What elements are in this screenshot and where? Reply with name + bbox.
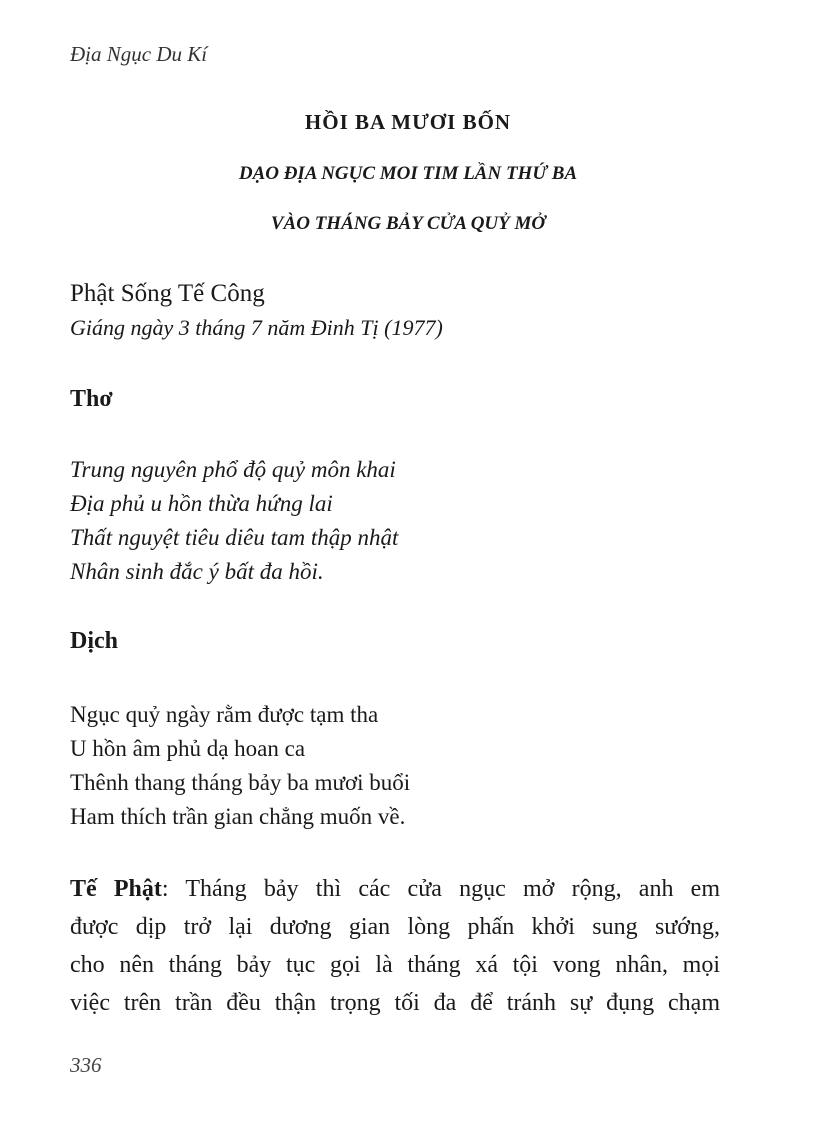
translation (70, 698, 720, 834)
prose-line: cho nên tháng bảy tục gọi là tháng xá tội vong nhân, mọi (70, 952, 720, 978)
chapter-number: HỒI BA MƯƠI BỐN (304, 110, 512, 134)
translation-line: Ngục quỷ ngày rằm được tạm tha (70, 702, 379, 727)
translation-line: Thênh thang tháng bảy ba mươi buổi (70, 770, 411, 795)
poem-line: Nhân sinh đắc ý bất đa hồi. (70, 559, 324, 584)
poem-line: Địa phủ u hồn thừa hứng lai (70, 491, 333, 516)
prose-first-line-text: : Tháng bảy thì các cửa ngục mở rộng, anh em (161, 876, 721, 902)
poem-line: Trung nguyên phổ độ quỷ môn khai (70, 457, 396, 482)
page-number: 336 (70, 1053, 102, 1077)
prose-paragraph (70, 870, 720, 1022)
speaker-name: Tế Phật (70, 876, 162, 902)
poem (70, 453, 720, 589)
poem-line: Thất nguyệt tiêu diêu tam thập nhật (70, 525, 399, 550)
translation-line: Ham thích trần gian chẳng muốn về. (70, 804, 406, 829)
translation-line: U hồn âm phủ dạ hoan ca (70, 736, 306, 761)
prose-line (70, 870, 720, 908)
prose-line: việc trên trần đều thận trọng tối đa để tránh sự đụng chạm (70, 990, 720, 1016)
poem-heading: Thơ (70, 386, 113, 412)
prose-line: được dịp trở lại dương gian lòng phấn khởi sung sướng, (70, 914, 720, 940)
author-name: Phật Sống Tế Công (70, 280, 265, 307)
running-head: Địa Ngục Du Kí (70, 42, 208, 66)
translation-heading: Dịch (70, 628, 118, 654)
author-date: Giáng ngày 3 tháng 7 năm Đinh Tị (1977) (70, 315, 443, 340)
chapter-subtitle-2: VÀO THÁNG BẢY CỬA QUỶ MỞ (270, 213, 546, 234)
chapter-subtitle-1: DẠO ĐỊA NGỤC MOI TIM LẦN THỨ BA (238, 163, 578, 184)
